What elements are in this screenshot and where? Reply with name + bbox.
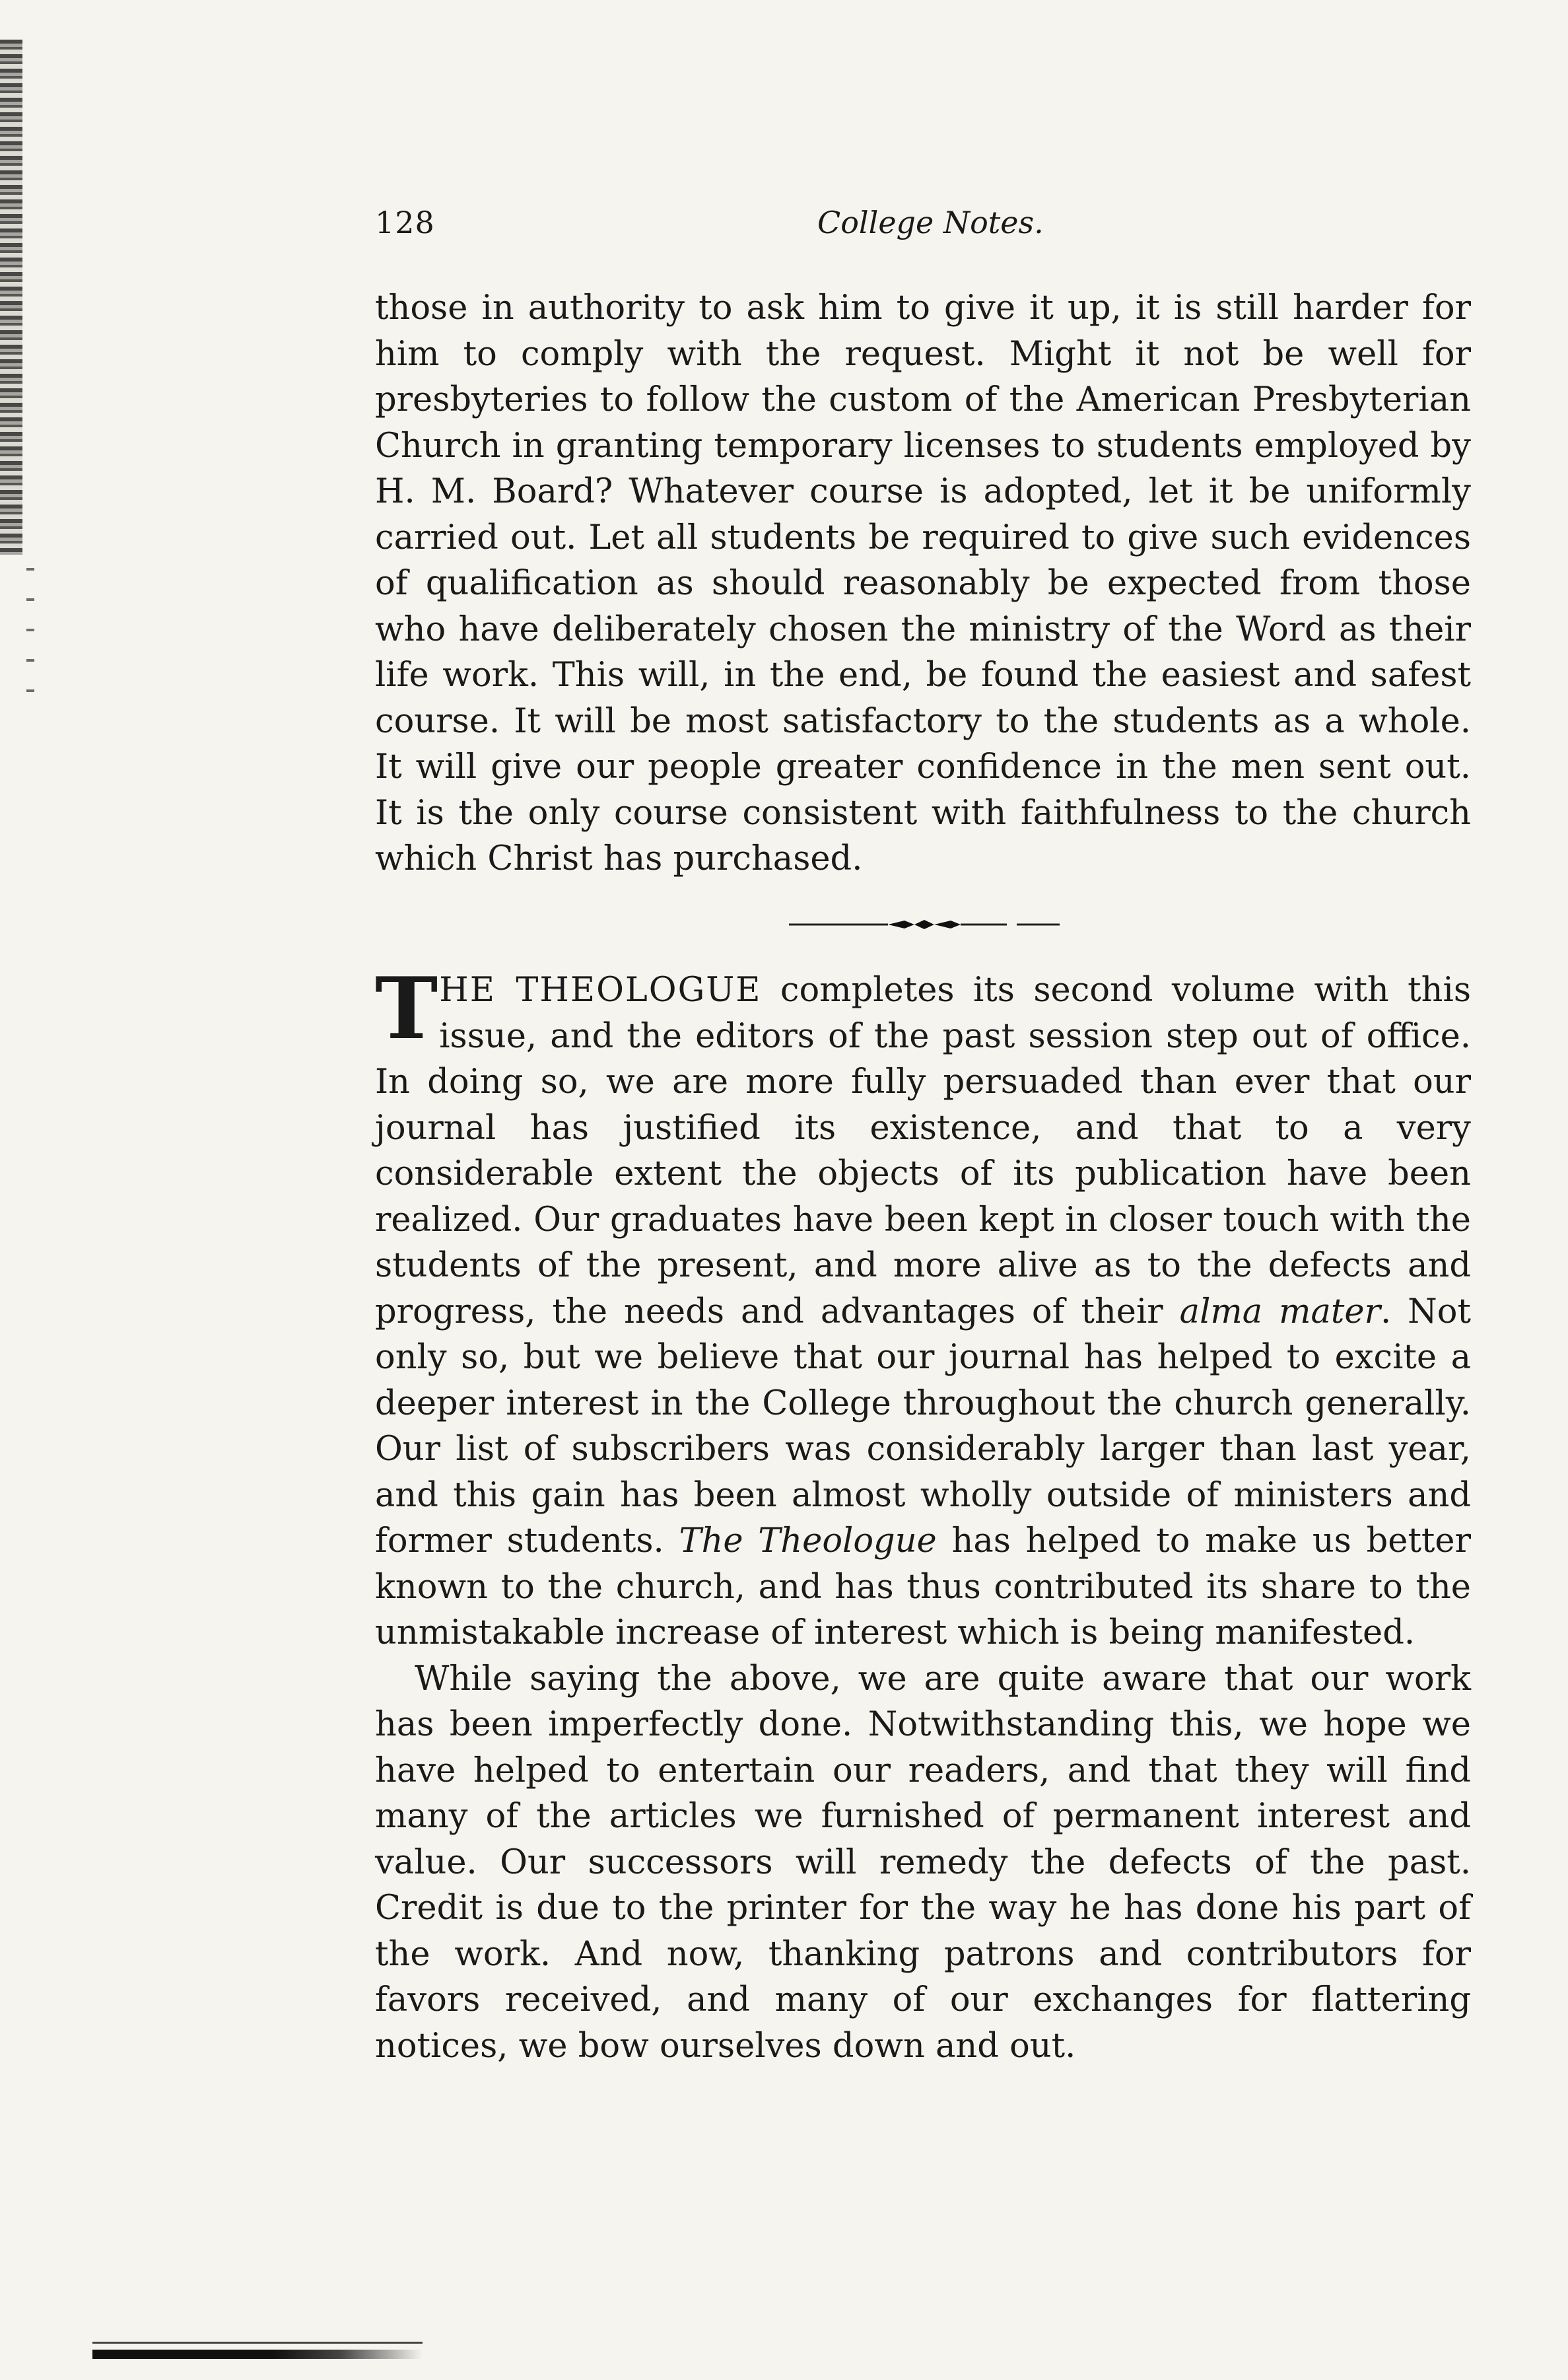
- paragraph-text-3: has helped to make us better known to the church, and has thus contributed its share to the unmistakable increase of interest which is being manifested.: [375, 1522, 1471, 1652]
- dropcap-letter: T: [375, 960, 436, 1059]
- italic-alma-mater: alma mater: [1179, 1292, 1381, 1331]
- page-number: 128: [375, 205, 435, 240]
- editorial-paragraph-1: [375, 960, 1472, 1656]
- paragraph-text-2: . Not only so, but we believe that our journal has helped to excite a deeper interest in the College throughout the church generally. Our list of subscribers was considerably larger than last year, and this gain has been almost wholly outside of ministers and former students.: [375, 1292, 1471, 1560]
- section-divider-ornament: [789, 915, 1060, 934]
- italic-journal-title: The Theologue: [679, 1522, 937, 1560]
- bottom-scan-rule-thin: [92, 2342, 423, 2344]
- section-continued-text: [375, 285, 1471, 882]
- editorial-section: [375, 960, 1472, 2069]
- opening-caps: HE THEOLOGUE: [439, 971, 762, 1010]
- editorial-paragraph-2: While saying the above, we are quite aware that our work has been imperfectly done. Notwithstanding this, we hope we have helped to entertain our readers, and that they will find many of the articles we furnished of permanent interest and value. Our successors will remedy the defects of the past. Credit is due to the printer for the way he has done his part of the work. And now, thanking patrons and contributors for favors received, and many of our exchanges for flattering notices, we bow ourselves down and out.: [375, 1659, 1471, 2066]
- scan-binding-edge: [0, 40, 22, 555]
- page-header: [375, 205, 1471, 258]
- ornament-center: [888, 920, 961, 929]
- paragraph: those in authority to ask him to give it up, it is still harder for him to comply with the request. Might it not be well for presbyteries to follow the custom of the American Presbyterian Church in granting temporary licenses to students employed by H. M. Board? Whatever course is adopted, let it be uniformly carried out. Let all students be required to give such evidences of qualification as should reasonably be expected from those who have deliberately chosen the ministry of the Word as their life work. This will, in the end, be found the easiest and safest course. It will be most satisfactory to the students as a whole. It will give our people greater confidence in the men sent out. It is the only course consistent with faithfulness to the church which Christ has purchased.: [375, 289, 1471, 878]
- running-title: College Notes.: [817, 205, 1044, 240]
- paragraph-text-1: completes its second volume with this issue, and the editors of the past session step out of office. In doing so, we are more fully persuaded than ever that our journal has justified its existence, and that to a very considerable extent the objects of its publication have been realized. Our graduates have been kept in closer touch with the students of the present, and more alive as to the defects and progress, the needs and advantages of their: [375, 971, 1472, 1331]
- scan-edge-specks: [26, 568, 34, 720]
- bottom-scan-rule: [92, 2350, 423, 2359]
